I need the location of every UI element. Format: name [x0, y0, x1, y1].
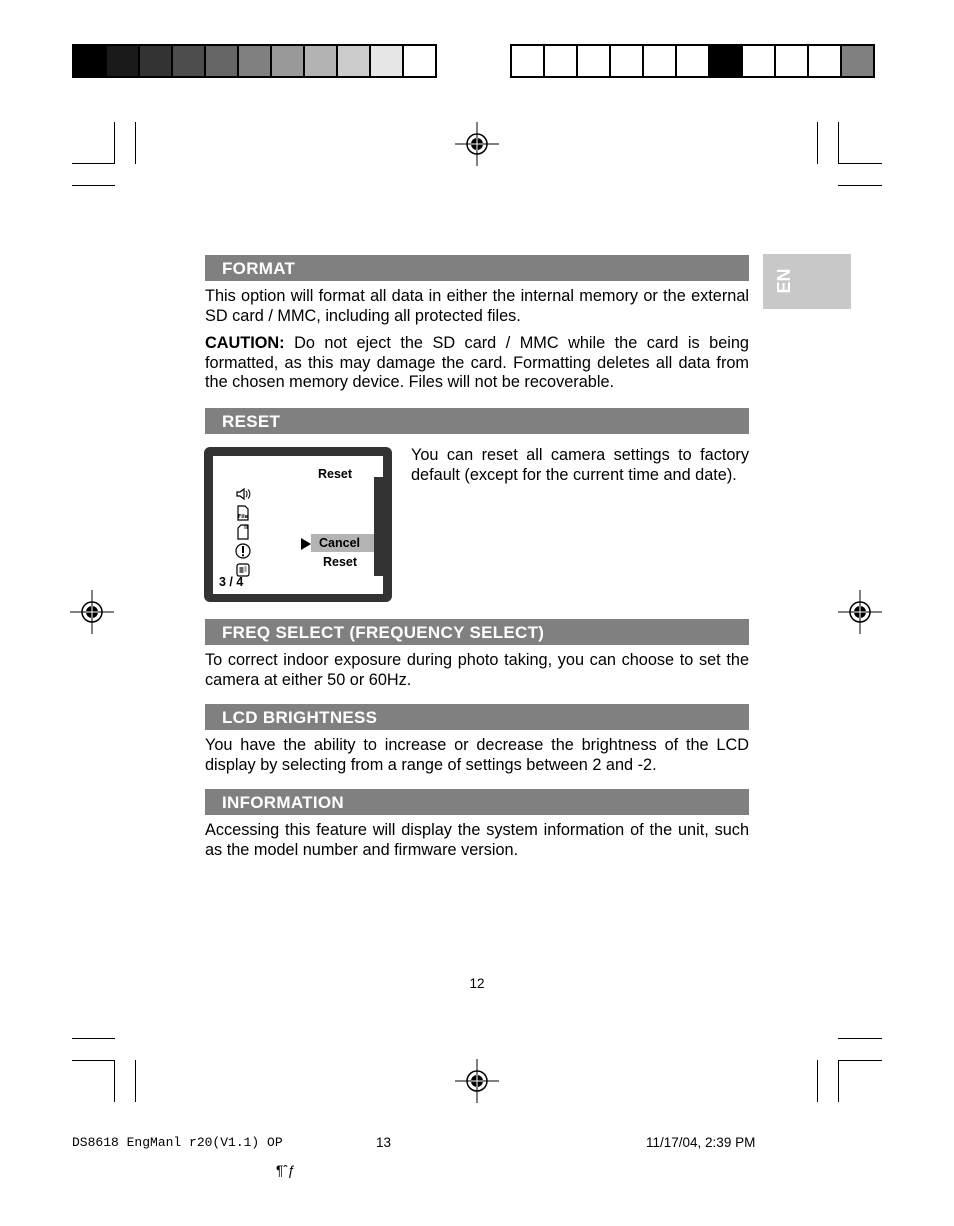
speaker-icon	[235, 486, 251, 502]
crop-mark	[72, 1038, 115, 1039]
color-calibration-bar	[510, 44, 875, 78]
calibration-swatch	[72, 44, 107, 78]
calibration-swatch	[107, 44, 140, 78]
format-description: This option will format all data in either the internal memory or the external SD card / MMC, including all protected files.	[205, 287, 749, 325]
calibration-swatch	[644, 44, 677, 78]
calibration-swatch	[272, 44, 305, 78]
print-timestamp: 11/17/04, 2:39 PM	[646, 1135, 756, 1150]
lcd-brightness-description: You have the ability to increase or decrease the brightness of the LCD display by selecting from a range of settings between 2 and -2.	[205, 736, 749, 774]
crop-mark	[838, 163, 882, 164]
calibration-swatch	[545, 44, 578, 78]
option-cancel[interactable]	[311, 534, 374, 552]
calibration-swatch	[677, 44, 710, 78]
crop-mark	[838, 1060, 882, 1061]
calibration-swatch	[710, 44, 743, 78]
print-sheet-number: 13	[376, 1135, 392, 1150]
format-caution	[205, 334, 749, 393]
calibration-swatch	[305, 44, 338, 78]
section-header-information: INFORMATION	[205, 789, 749, 815]
calibration-swatch	[510, 44, 545, 78]
crop-mark	[838, 1038, 882, 1039]
information-description: Accessing this feature will display the system information of the unit, such as the model number and firmware version.	[205, 821, 749, 859]
card-icon	[235, 524, 251, 540]
section-header-lcd-brightness: LCD BRIGHTNESS	[205, 704, 749, 730]
calibration-swatch	[809, 44, 842, 78]
crop-mark	[838, 122, 839, 164]
crop-mark	[72, 1060, 115, 1061]
calibration-swatch	[743, 44, 776, 78]
crop-mark	[817, 1060, 818, 1102]
calibration-swatch	[173, 44, 206, 78]
option-reset-label: Reset	[323, 555, 358, 569]
option-cancel-label: Cancel	[319, 536, 360, 550]
language-tab-label: EN	[774, 268, 794, 294]
option-reset[interactable]	[311, 553, 374, 571]
crop-mark	[135, 122, 136, 164]
print-glyphs: ¶ˆƒ	[276, 1163, 296, 1178]
registration-mark-icon	[455, 122, 499, 166]
calibration-swatch	[578, 44, 611, 78]
file-icon	[235, 505, 251, 521]
calibration-swatch	[776, 44, 809, 78]
calibration-swatch	[206, 44, 239, 78]
calibration-swatch	[842, 44, 875, 78]
caution-text: Do not eject the SD card / MMC while the card is being formatted, as this may damage the card. Formatting deletes all data from the chosen memory device. Files will not be recoverable.	[205, 334, 749, 392]
section-header-reset: RESET	[205, 408, 749, 434]
calibration-swatch	[371, 44, 404, 78]
reset-description: You can reset all camera settings to factory default (except for the current time and date).	[411, 446, 749, 484]
crop-mark	[72, 185, 115, 186]
warning-icon	[235, 543, 251, 559]
crop-mark	[817, 122, 818, 164]
print-job-name: DS8618 EngManl r20(V1.1) OP	[72, 1135, 283, 1150]
registration-mark-icon	[838, 590, 882, 634]
section-header-freq-select: FREQ SELECT (FREQUENCY SELECT)	[205, 619, 749, 645]
page-number: 12	[469, 976, 485, 991]
crop-mark	[114, 1060, 115, 1102]
crop-mark	[114, 122, 115, 164]
calibration-swatch	[239, 44, 272, 78]
registration-mark-icon	[70, 590, 114, 634]
caution-label: CAUTION:	[205, 334, 285, 352]
crop-mark	[72, 163, 115, 164]
crop-mark	[838, 1060, 839, 1102]
calibration-swatch	[338, 44, 371, 78]
calibration-swatch	[140, 44, 173, 78]
camera-menu-screen	[204, 447, 392, 602]
freq-select-description: To correct indoor exposure during photo taking, you can choose to set the camera at either 50 or 60Hz.	[205, 651, 749, 689]
camera-menu-heading: Reset	[318, 467, 353, 481]
grayscale-calibration-bar	[72, 44, 437, 78]
file-icon-label: File	[237, 514, 249, 520]
section-header-format: FORMAT	[205, 255, 749, 281]
crop-mark	[135, 1060, 136, 1102]
calibration-swatch	[611, 44, 644, 78]
screen-frame-notch	[374, 477, 383, 576]
language-tab	[763, 254, 851, 309]
calibration-swatch	[404, 44, 437, 78]
camera-screen-display	[213, 456, 383, 594]
crop-mark	[838, 185, 882, 186]
page-indicator: 3 / 4	[219, 575, 244, 589]
registration-mark-icon	[455, 1059, 499, 1103]
